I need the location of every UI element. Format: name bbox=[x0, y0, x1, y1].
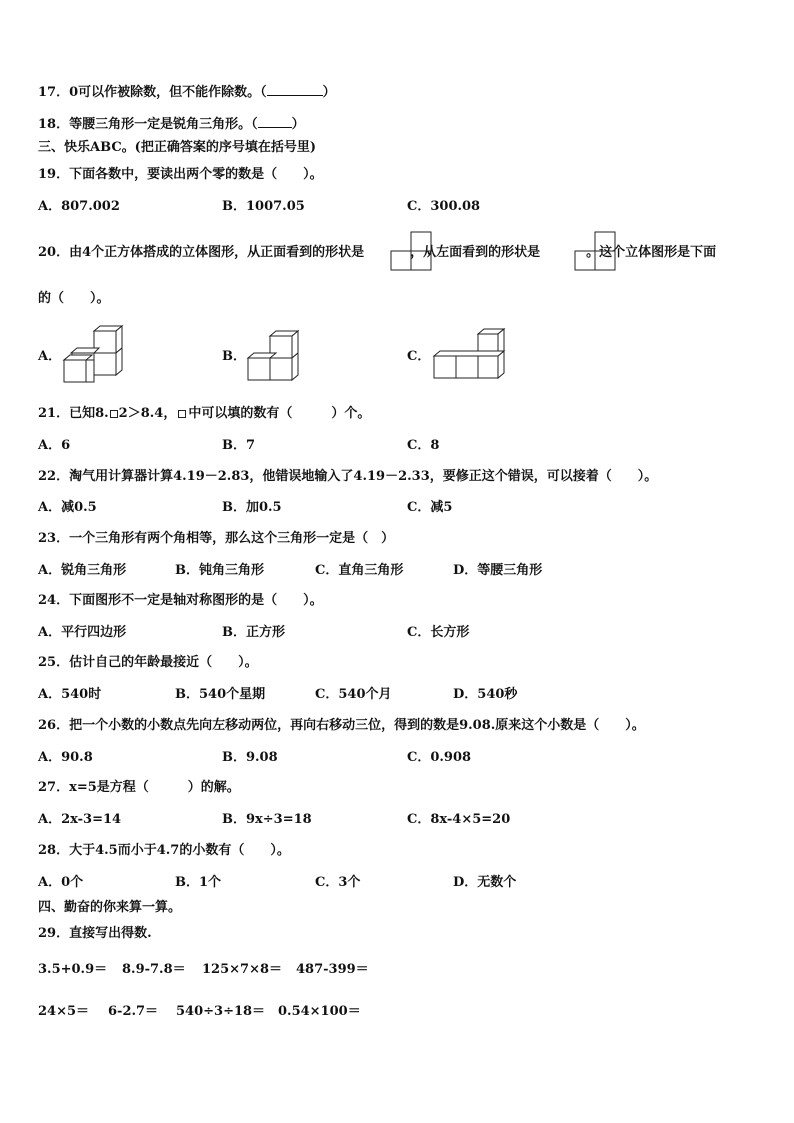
calc-item[interactable]: 0.54×100＝ bbox=[278, 1004, 361, 1019]
question-25 bbox=[38, 655, 258, 671]
question-number: 21． bbox=[38, 406, 70, 421]
question-20-line-2: 的（ ）。 bbox=[38, 291, 110, 306]
question-text: 大于4.5而小于4.7的小数有（ ）。 bbox=[69, 843, 290, 858]
question-text: 一个三角形有两个角相等，那么这个三角形一定是（ ） bbox=[69, 531, 395, 546]
question-22 bbox=[38, 469, 657, 485]
option-b[interactable]: B． bbox=[222, 349, 246, 364]
option-a[interactable]: A．807.002 bbox=[38, 199, 120, 214]
option-c[interactable]: C．8x-4×5=20 bbox=[407, 812, 511, 827]
question-number: 24． bbox=[38, 593, 70, 608]
question-26 bbox=[38, 718, 645, 734]
question-number: 20． bbox=[38, 245, 70, 260]
section-4-heading: 四、勤奋的你来算一算。 bbox=[38, 900, 182, 915]
option-b[interactable]: B．加0.5 bbox=[222, 500, 282, 515]
question-number: 29． bbox=[38, 926, 70, 941]
option-c[interactable]: C．直角三角形 bbox=[315, 563, 404, 578]
option-c[interactable]: C．减5 bbox=[407, 500, 453, 515]
question-text: 把一个小数的小数点先向左移动两位，再向右移动三位，得到的数是9.08.原来这个小数是（ ）。 bbox=[69, 718, 645, 733]
option-b[interactable]: B．1007.05 bbox=[222, 199, 305, 214]
question-number: 26． bbox=[38, 718, 70, 733]
box-placeholder-icon bbox=[178, 410, 186, 418]
option-c[interactable]: C．0.908 bbox=[407, 750, 472, 765]
cube-figure-c[interactable] bbox=[432, 328, 512, 384]
calc-item[interactable]: 6-2.7＝ bbox=[108, 1004, 159, 1019]
option-a[interactable]: A．锐角三角形 bbox=[38, 563, 127, 578]
box-placeholder-icon bbox=[110, 410, 118, 418]
front-view-figure bbox=[390, 232, 432, 272]
question-28 bbox=[38, 843, 290, 859]
option-c[interactable]: C．长方形 bbox=[407, 625, 470, 640]
option-a[interactable]: A．2x-3=14 bbox=[38, 812, 122, 827]
question-19 bbox=[38, 167, 323, 183]
question-text: 下面图形不一定是轴对称图形的是（ ）。 bbox=[69, 593, 323, 608]
question-number: 22． bbox=[38, 469, 70, 484]
option-d[interactable]: D．无数个 bbox=[453, 875, 517, 890]
option-b[interactable]: B．7 bbox=[222, 438, 256, 453]
question-text: 下面各数中，要读出两个零的数是（ ）。 bbox=[69, 167, 323, 182]
question-number: 28． bbox=[38, 843, 70, 858]
calc-item[interactable]: 8.9-7.8＝ bbox=[122, 962, 186, 977]
question-text: 直接写出得数. bbox=[69, 926, 152, 941]
question-18: 18．等腰三角形一定是锐角三角形。（ ） bbox=[38, 117, 305, 132]
option-b[interactable]: B．1个 bbox=[175, 875, 222, 890]
question-text: 估计自己的年龄最接近（ ）。 bbox=[69, 655, 258, 670]
answer-blank[interactable] bbox=[258, 115, 292, 128]
option-b[interactable]: B．540个星期 bbox=[175, 687, 266, 702]
question-21: 21．已知8. 2＞8.4， 中可以填的数有（ ）个。 bbox=[38, 406, 371, 421]
calc-item[interactable]: 24×5＝ bbox=[38, 1004, 90, 1019]
option-a[interactable]: A．540时 bbox=[38, 687, 102, 702]
option-b[interactable]: B．正方形 bbox=[222, 625, 285, 640]
option-b[interactable]: B．9.08 bbox=[222, 750, 278, 765]
question-27 bbox=[38, 780, 240, 796]
question-text: 由4个正方体搭成的立体图形，从正面看到的形状是 bbox=[69, 245, 365, 260]
question-17: 17．0可以作被除数，但不能作除数。（ ） bbox=[38, 85, 336, 100]
question-23 bbox=[38, 531, 394, 547]
option-a[interactable]: A．6 bbox=[38, 438, 71, 453]
cube-figure-a[interactable] bbox=[62, 325, 132, 385]
option-c[interactable]: C．3个 bbox=[315, 875, 361, 890]
left-view-figure bbox=[574, 232, 616, 272]
calc-item[interactable]: 3.5+0.9＝ bbox=[38, 962, 108, 977]
question-number: 27． bbox=[38, 780, 70, 795]
question-number: 23． bbox=[38, 531, 70, 546]
question-text: 0可以作被除数，但不能作除数。（ bbox=[69, 85, 267, 100]
calc-item[interactable]: 125×7×8＝ bbox=[202, 962, 283, 977]
question-number: 18． bbox=[38, 117, 70, 132]
option-c[interactable]: C．540个月 bbox=[315, 687, 392, 702]
question-number: 17． bbox=[38, 85, 70, 100]
option-b[interactable]: B．钝角三角形 bbox=[175, 563, 264, 578]
option-a[interactable]: A．平行四边形 bbox=[38, 625, 127, 640]
question-text: x=5是方程（ ）的解。 bbox=[69, 780, 240, 795]
question-29 bbox=[38, 926, 152, 942]
option-a[interactable]: A．0个 bbox=[38, 875, 84, 890]
option-d[interactable]: D．等腰三角形 bbox=[453, 563, 543, 578]
question-number: 25． bbox=[38, 655, 70, 670]
question-text: 淘气用计算器计算4.19－2.83，他错误地输入了4.19－2.33，要修正这个错误，可以接着（ ）。 bbox=[69, 469, 658, 484]
section-3-heading: 三、快乐ABC。(把正确答案的序号填在括号里) bbox=[38, 140, 316, 155]
question-number: 19． bbox=[38, 167, 70, 182]
cube-figure-b[interactable] bbox=[246, 330, 306, 382]
option-c[interactable]: C．8 bbox=[407, 438, 440, 453]
question-24 bbox=[38, 593, 323, 609]
option-a[interactable]: A． bbox=[38, 349, 62, 364]
calc-item[interactable]: 540÷3÷18＝ bbox=[176, 1004, 266, 1019]
answer-blank[interactable] bbox=[267, 83, 323, 96]
option-c[interactable]: C．300.08 bbox=[407, 199, 481, 214]
question-20-line-1: 20．由4个正方体搭成的立体图形，从正面看到的形状是 ，从左面看到的形状是 。这个立体图形是下面 bbox=[38, 245, 717, 260]
calc-item[interactable]: 487-399＝ bbox=[296, 962, 369, 977]
option-d[interactable]: D．540秒 bbox=[453, 687, 518, 702]
option-a[interactable]: A．减0.5 bbox=[38, 500, 97, 515]
option-a[interactable]: A．90.8 bbox=[38, 750, 93, 765]
option-b[interactable]: B．9x÷3=18 bbox=[222, 812, 312, 827]
option-c[interactable]: C． bbox=[407, 349, 431, 364]
question-text: 等腰三角形一定是锐角三角形。（ bbox=[69, 117, 258, 132]
